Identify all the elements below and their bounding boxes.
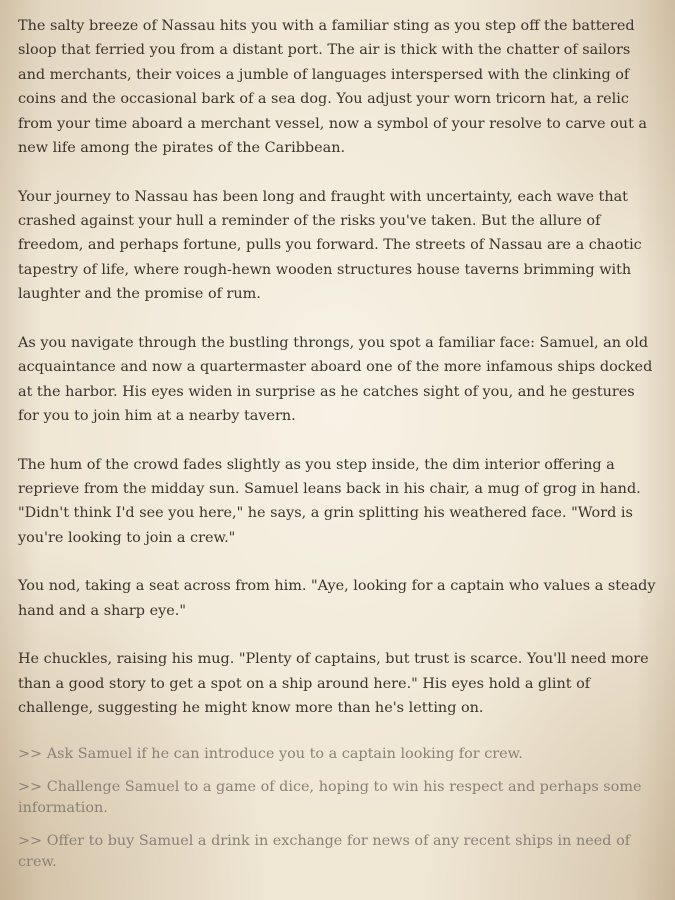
story-text	[18, 14, 658, 745]
choice-ask-introduction[interactable]: >> Ask Samuel if he can introduce you to a captain looking for crew.	[18, 746, 523, 762]
story-paragraph: As you navigate through the bustling throngs, you spot a familiar face: Samuel, an old acquaintance and now a quartermaster aboard one of the more infamous ships docked at the harbor. His eyes widen in surprise as he catches sight of you, and he gestures for you to join him at a nearby tavern.	[18, 334, 653, 425]
story-paragraph: You nod, taking a seat across from him. "Aye, looking for a captain who values a steady hand and a sharp eye."	[18, 578, 656, 619]
story-paragraph: Your journey to Nassau has been long and fraught with uncertainty, each wave that crashed against your hull a reminder of the risks you've taken. But the allure of freedom, and perhaps fortune, pulls you forward. The streets of Nassau are a chaotic tapestry of life, where rough-hewn wooden structures house taverns brimming with laughter and the promise of rum.	[18, 188, 642, 303]
choice-list	[18, 744, 658, 885]
choice-challenge-dice[interactable]: >> Challenge Samuel to a game of dice, hoping to win his respect and perhaps some information.	[18, 779, 642, 816]
story-paragraph: He chuckles, raising his mug. "Plenty of captains, but trust is scarce. You'll need more than a good story to get a spot on a ship around here." His eyes hold a glint of challenge, suggesting he might know more than he's letting on.	[18, 651, 649, 717]
choice-buy-drink[interactable]: >> Offer to buy Samuel a drink in exchange for news of any recent ships in need of crew.	[18, 833, 631, 870]
story-paragraph: The hum of the crowd fades slightly as you step inside, the dim interior offering a reprieve from the midday sun. Samuel leans back in his chair, a mug of grog in hand. "Didn't think I'd see you here," he says, a grin splitting his weathered face. "Word is you're looking to join a crew."	[18, 456, 641, 546]
story-paragraph: The salty breeze of Nassau hits you with a familiar sting as you step off the battered sloop that ferried you from a distant port. The air is thick with the chatter of sailors and merchants, their voices a jumble of languages interspersed with the clinking of coins and the occasional bark of a sea dog. You adjust your worn tricorn hat, a relic from your time aboard a merchant vessel, now a symbol of your resolve to carve out a new life among the pirates of the Caribbean.	[18, 18, 648, 157]
